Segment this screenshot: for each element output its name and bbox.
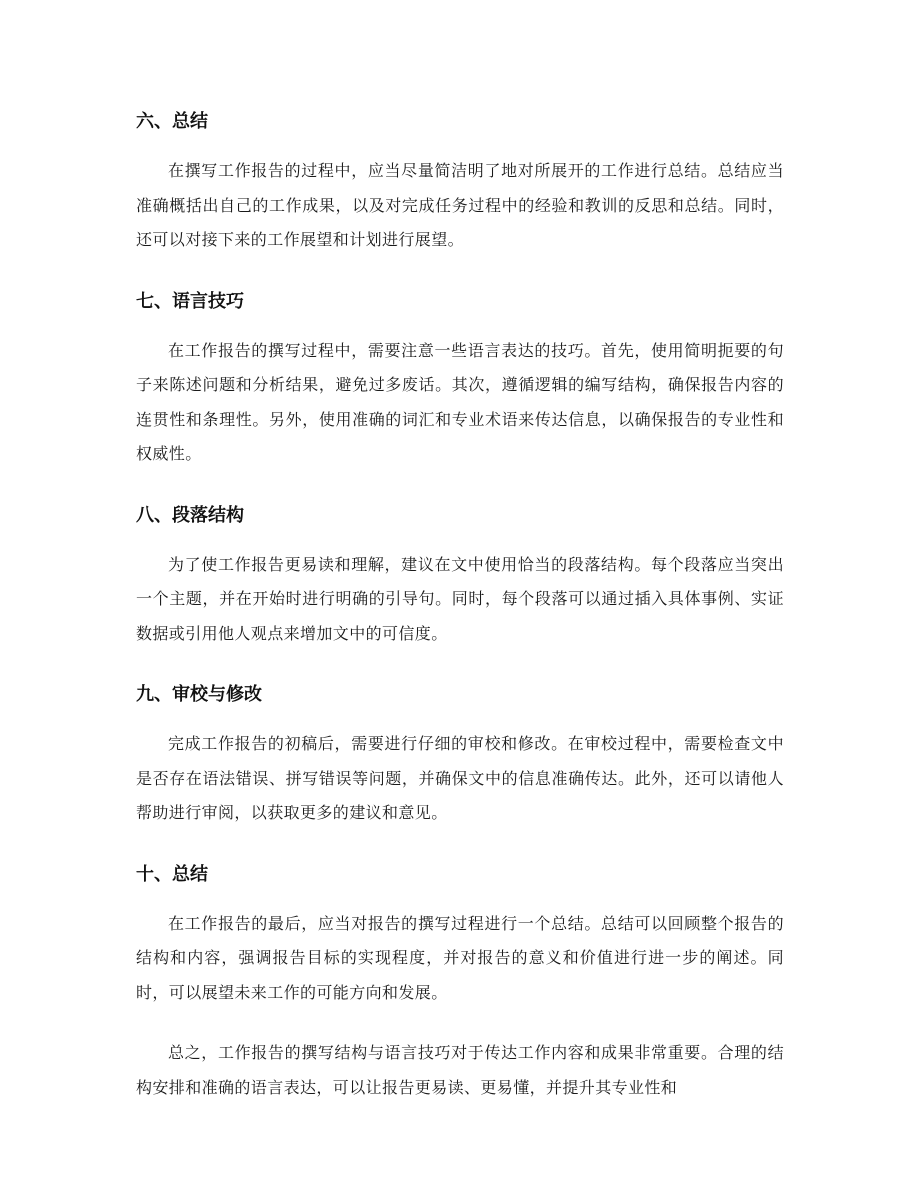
section-heading-6: 六、总结 — [136, 111, 208, 132]
section-heading-7: 七、语言技巧 — [136, 290, 244, 312]
section-paragraph-7: 在工作报告的撰写过程中，需要注意一些语言表达的技巧。首先，使用简明扼要的句子来陈述问题和分析结果，避免过多废话。其次，遵循逻辑的编写结构，确保报告内容的连贯性和条理性。另外，使用准确的词汇和专业术语来传达信息，以确保报告的专业性和权威性。 — [136, 340, 784, 463]
section-paragraph-10: 在工作报告的最后，应当对报告的撰写过程进行一个总结。总结可以回顾整个报告的结构和内容，强调报告目标的实现程度，并对报告的意义和价值进行进一步的阐述。同时，可以展望未来工作的可能方向和发展。 — [136, 913, 784, 1002]
section-heading-10: 十、总结 — [136, 863, 208, 885]
section-paragraph-6: 在撰写工作报告的过程中，应当尽量简洁明了地对所展开的工作进行总结。总结应当准确概括出自己的工作成果，以及对完成任务过程中的经验和教训的反思和总结。同时，还可以对接下来的工作展望和计划进行展望。 — [136, 161, 784, 249]
section-paragraph-8: 为了使工作报告更易读和理解，建议在文中使用恰当的段落结构。每个段落应当突出一个主题，并在开始时进行明确的引导句。同时，每个段落可以通过插入具体事例、实证数据或引用他人观点来增加文中的可信度。 — [136, 554, 784, 643]
document-body — [136, 104, 784, 1105]
section-paragraph-9: 完成工作报告的初稿后，需要进行仔细的审校和修改。在审校过程中，需要检查文中是否存在语法错误、拼写错误等问题，并确保文中的信息准确传达。此外，还可以请他人帮助进行审阅，以获取更多的建议和意见。 — [136, 734, 784, 822]
section-heading-8: 八、段落结构 — [136, 504, 244, 526]
closing-paragraph: 总之，工作报告的撰写结构与语言技巧对于传达工作内容和成果非常重要。合理的结构安排和准确的语言表达，可以让报告更易读、更易懂，并提升其专业性和 — [136, 1043, 784, 1097]
section-heading-9: 九、审校与修改 — [136, 684, 262, 705]
